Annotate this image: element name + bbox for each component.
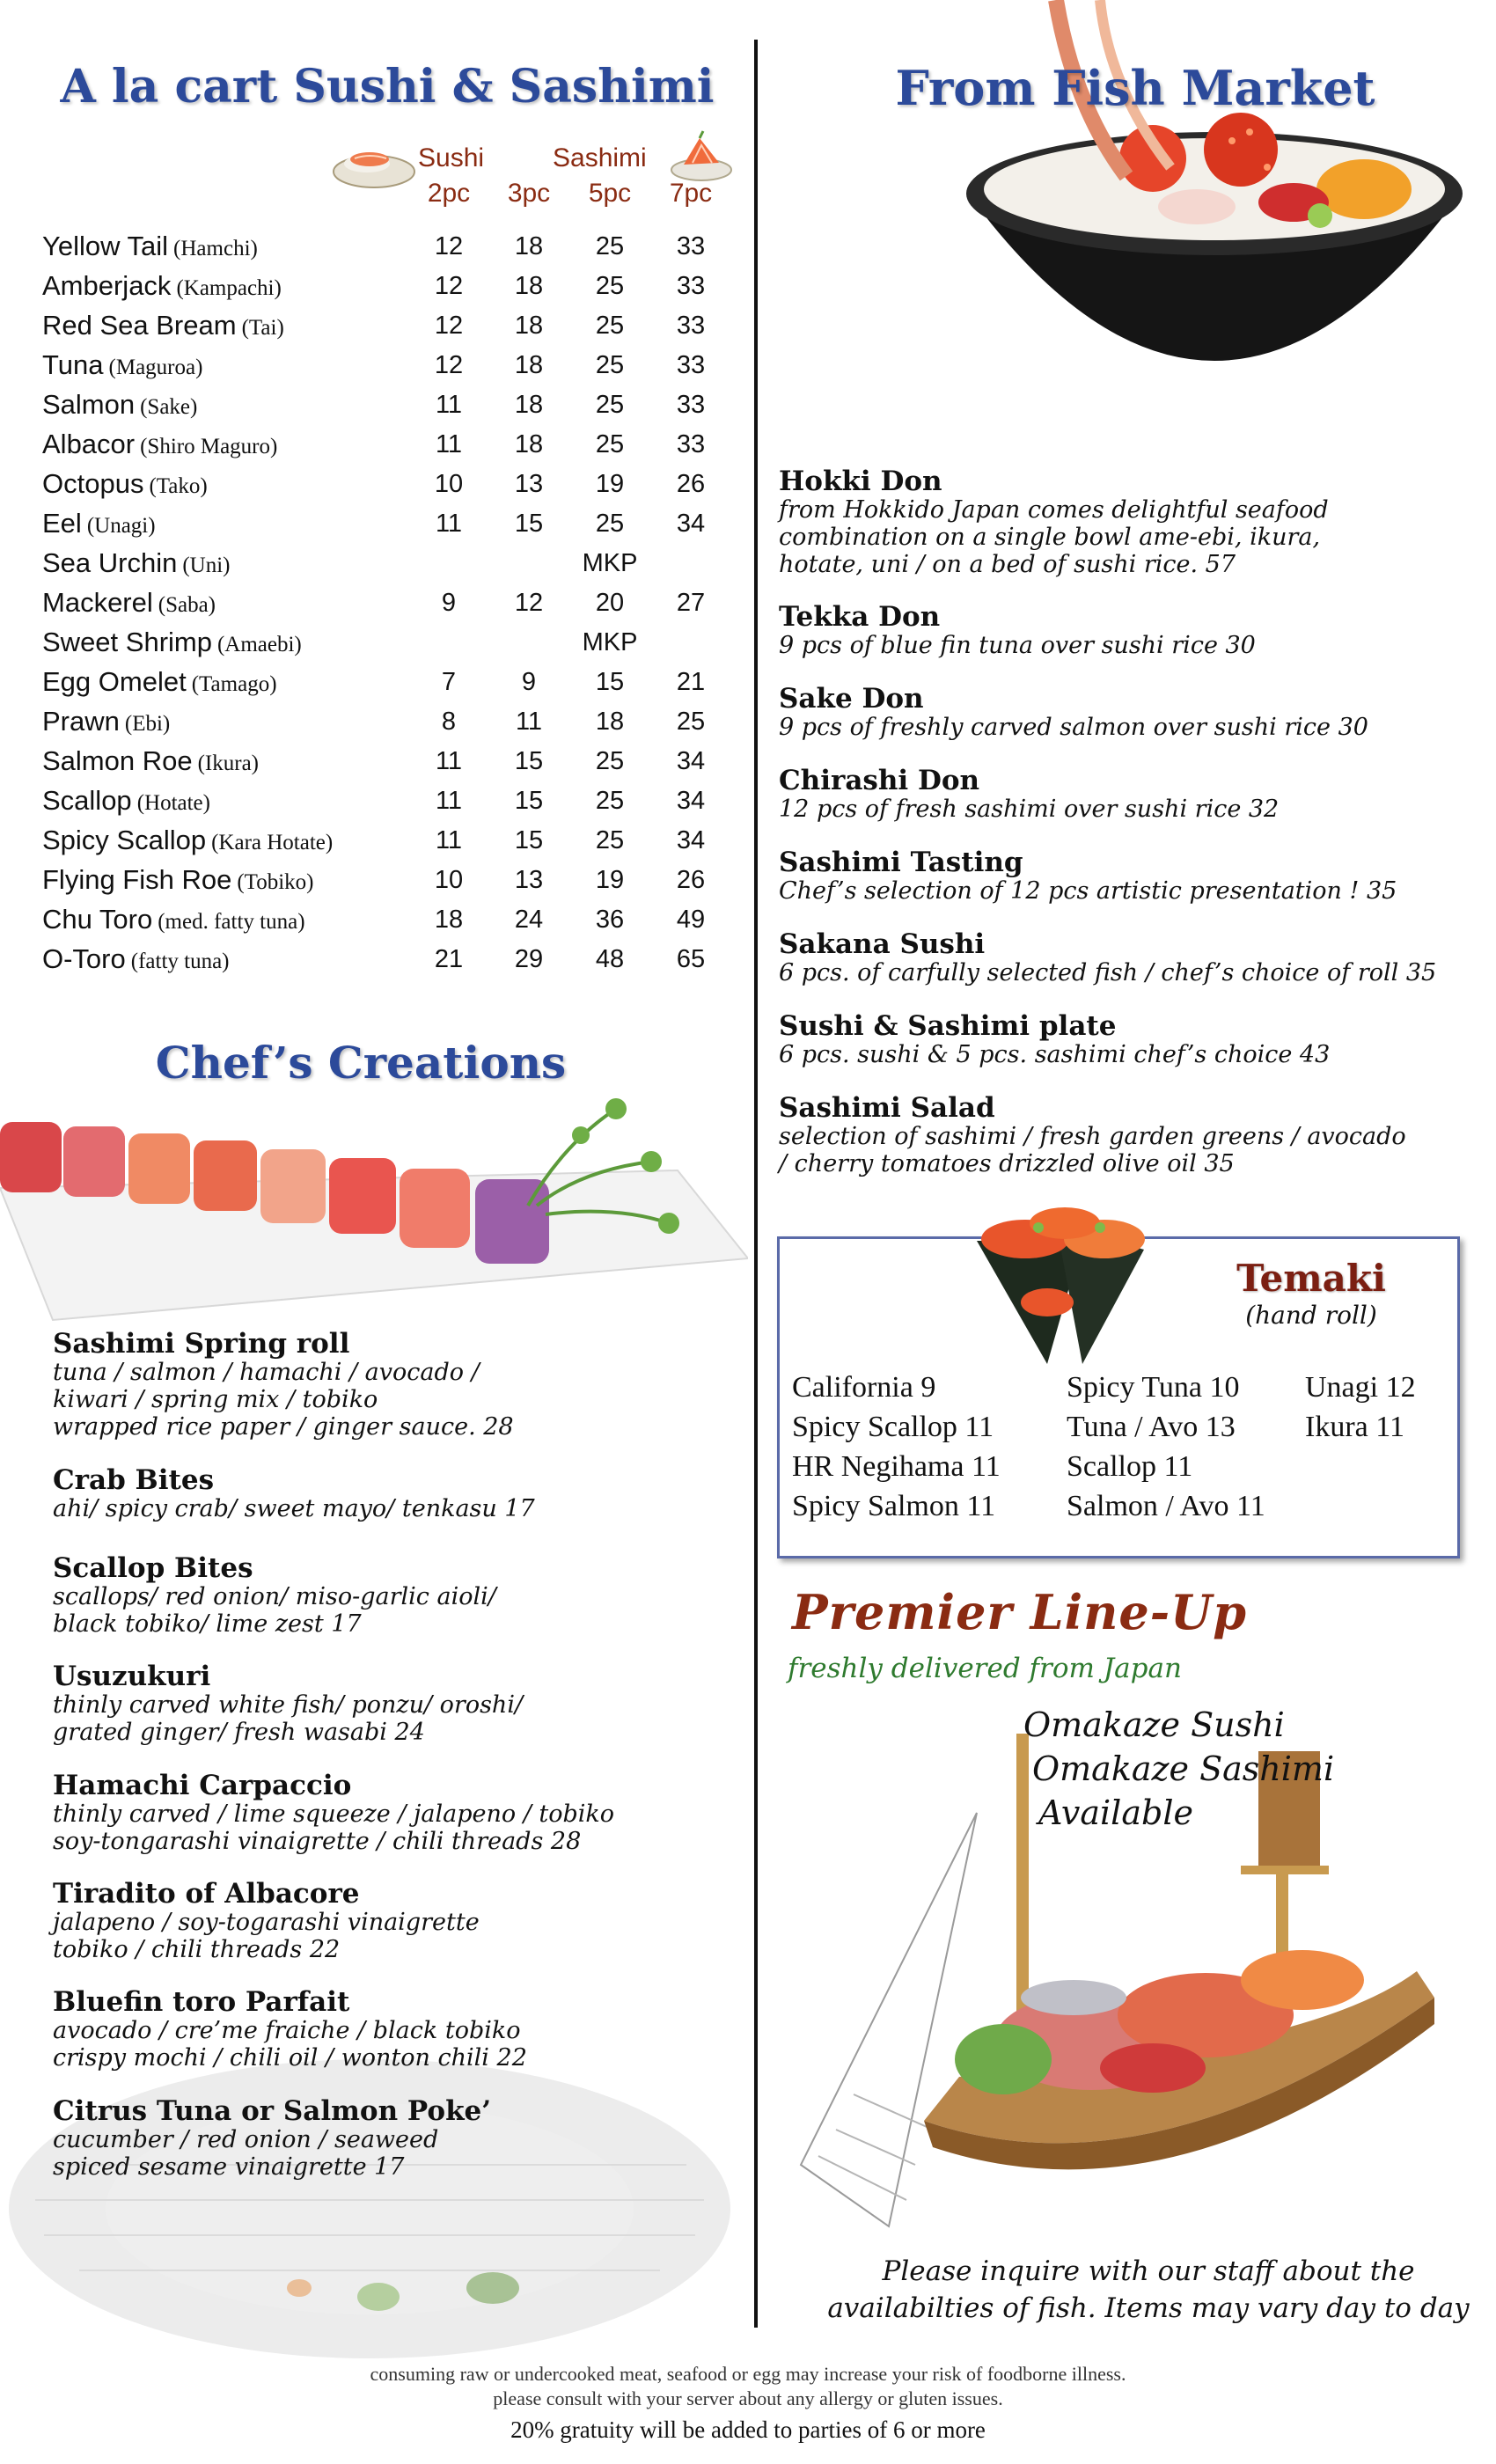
alacarte-row: [42, 547, 737, 587]
allergy-note: please consult with your server about any allergy or gluten issues.: [493, 2387, 1003, 2409]
price-3pc: 11: [515, 708, 543, 736]
alacarte-row: [42, 349, 737, 389]
item-desc: spiced sesame vinaigrette 17: [53, 2153, 405, 2181]
price-3pc: 18: [514, 391, 544, 419]
price-3pc: 18: [514, 232, 544, 260]
inquire-note: [818, 2253, 1478, 2327]
item-name: Sashimi Spring roll: [53, 1328, 350, 1360]
inquire-line: availabilties of fish. Items may vary day to day: [827, 2292, 1470, 2324]
item-desc: jalapeno / soy-togarashi vinaigrette: [53, 1909, 480, 1936]
item-desc: soy-tongarashi vinaigrette / chili threads 28: [53, 1828, 582, 1855]
price-7pc: 34: [676, 826, 706, 854]
price-5pc: 20: [595, 589, 625, 617]
price-2pc: 12: [434, 312, 464, 340]
item-desc: tuna / salmon / hamachi / avocado /: [53, 1359, 480, 1386]
item-name: Hokki Don: [779, 466, 942, 497]
temaki-item: Ikura 11: [1305, 1411, 1404, 1443]
item-name: Spicy Scallop (Kara Hotate): [42, 825, 334, 855]
item-name: Sakana Sushi: [779, 928, 986, 960]
price-3pc: 13: [514, 470, 544, 498]
item-name: Sweet Shrimp (Amaebi): [42, 627, 302, 657]
col-5pc: 5pc: [588, 179, 632, 208]
market-price: MKP: [582, 628, 638, 656]
chef-item: [53, 1553, 722, 1638]
price-5pc: 25: [595, 232, 625, 260]
temaki-title: Temaki: [1236, 1257, 1386, 1300]
item-name: Salmon Roe (Ikura): [42, 745, 259, 776]
item-desc: thinly carved white fish/ ponzu/ oroshi/: [53, 1691, 524, 1719]
item-name: Amberjack (Kampachi): [42, 270, 282, 301]
price-2pc: 21: [434, 945, 464, 973]
price-2pc: 10: [434, 866, 464, 894]
item-desc: 6 pcs. sushi & 5 pcs. sashimi chef’s choice 43: [779, 1041, 1331, 1068]
chef-item: [53, 1879, 722, 1963]
item-desc: cucumber / red onion / seaweed: [53, 2126, 439, 2153]
item-name: Chu Toro (med. fatty tuna): [42, 904, 305, 935]
item-name: Tekka Don: [779, 601, 941, 633]
item-name: Sake Don: [779, 683, 924, 715]
temaki-item: Salmon / Avo 11: [1067, 1490, 1265, 1522]
price-5pc: 25: [595, 272, 625, 300]
sashimi-header: Sashimi: [553, 143, 647, 172]
item-desc: ahi/ spicy crab/ sweet mayo/ tenkasu 17: [53, 1495, 535, 1522]
fish-item: [779, 602, 1483, 659]
item-name: Sashimi Salad: [779, 1092, 995, 1124]
price-2pc: 11: [435, 747, 463, 775]
alacarte-row: [42, 943, 737, 983]
price-3pc: 15: [514, 826, 544, 854]
price-3pc: 18: [514, 272, 544, 300]
price-3pc: 24: [514, 906, 544, 934]
price-7pc: 33: [676, 272, 706, 300]
price-7pc: 34: [676, 747, 706, 775]
item-name: Prawn (Ebi): [42, 706, 171, 737]
item-desc: 12 pcs of fresh sashimi over sushi rice 32: [779, 796, 1280, 823]
item-desc: crispy mochi / chili oil / wonton chili 22: [53, 2044, 527, 2072]
alacarte-row: [42, 310, 737, 349]
price-7pc: 49: [676, 906, 706, 934]
col-3pc: 3pc: [507, 179, 551, 208]
alacarte-list: [42, 231, 737, 983]
omakaze-line: Available: [1038, 1793, 1193, 1832]
alacarte-row: [42, 904, 737, 943]
price-2pc: 7: [441, 668, 457, 696]
price-5pc: 19: [595, 866, 625, 894]
price-5pc: 25: [595, 391, 625, 419]
health-warning: consuming raw or undercooked meat, seafood or egg may increase your risk of foodborne illness.: [370, 2363, 1126, 2385]
chef-item: [53, 1771, 722, 1855]
item-desc: avocado / cre’me fraiche / black tobiko: [53, 2017, 521, 2044]
price-3pc: 18: [514, 312, 544, 340]
temaki-item: Spicy Salmon 11: [792, 1490, 996, 1522]
price-3pc: 15: [514, 787, 544, 815]
gratuity-note: 20% gratuity will be added to parties of 6 or more: [510, 2416, 986, 2443]
price-5pc: 25: [595, 430, 625, 458]
alacarte-row: [42, 508, 737, 547]
chef-item: [53, 2096, 722, 2181]
price-5pc: 25: [595, 351, 625, 379]
item-desc: hotate, uni / on a bed of sushi rice. 57: [779, 551, 1236, 578]
price-2pc: 11: [435, 430, 463, 458]
alacarte-row: [42, 627, 737, 666]
item-name: Tuna (Maguroa): [42, 349, 203, 380]
price-7pc: 25: [676, 708, 706, 736]
price-5pc: 36: [595, 906, 625, 934]
item-name: Sea Urchin (Uni): [42, 547, 231, 578]
price-2pc: 11: [435, 510, 463, 538]
item-name: Crab Bites: [53, 1464, 215, 1496]
column-divider: [754, 40, 758, 2328]
temaki-item: Spicy Scallop 11: [792, 1411, 994, 1443]
price-7pc: 21: [676, 668, 706, 696]
temaki-item: HR Negihama 11: [792, 1450, 1001, 1483]
item-desc: thinly carved / lime squeeze / jalapeno / tobiko: [53, 1800, 615, 1828]
price-2pc: 8: [441, 708, 457, 736]
item-desc: 6 pcs. of carfully selected fish / chef’s choice of roll 35: [779, 959, 1437, 986]
temaki-item: Tuna / Avo 13: [1067, 1411, 1236, 1443]
temaki-item: Unagi 12: [1305, 1371, 1416, 1404]
item-desc: kiwari / spring mix / tobiko: [53, 1386, 378, 1413]
temaki-item: Scallop 11: [1067, 1450, 1193, 1483]
item-desc: 9 pcs of blue fin tuna over sushi rice 30: [779, 632, 1256, 659]
item-name: Egg Omelet (Tamago): [42, 666, 277, 697]
temaki-subtitle: (hand roll): [1245, 1301, 1377, 1330]
price-2pc: 18: [434, 906, 464, 934]
item-name: Sashimi Tasting: [779, 847, 1023, 878]
item-desc: / cherry tomatoes drizzled olive oil 35: [779, 1150, 1235, 1177]
item-desc: black tobiko/ lime zest 17: [53, 1610, 362, 1638]
item-name: O-Toro (fatty tuna): [42, 943, 230, 974]
alacarte-row: [42, 745, 737, 785]
item-name: Bluefin toro Parfait: [53, 1986, 350, 2018]
alacarte-row: [42, 429, 737, 468]
item-desc: grated ginger/ fresh wasabi 24: [53, 1719, 425, 1746]
price-3pc: 9: [521, 668, 537, 696]
col-7pc: 7pc: [669, 179, 713, 208]
price-5pc: 15: [595, 668, 625, 696]
item-name: Flying Fish Roe (Tobiko): [42, 864, 314, 895]
price-3pc: 15: [514, 510, 544, 538]
alacarte-title: A la cart Sushi & Sashimi: [60, 60, 715, 114]
price-5pc: 25: [595, 747, 625, 775]
item-desc: from Hokkido Japan comes delightful seafood: [779, 496, 1329, 524]
fish-item: [779, 847, 1483, 905]
chef-creations-title: Chef’s Creations: [155, 1037, 567, 1089]
price-7pc: 65: [676, 945, 706, 973]
price-5pc: 25: [595, 510, 625, 538]
item-name: Usuzukuri: [53, 1661, 211, 1692]
price-5pc: 25: [595, 312, 625, 340]
price-5pc: 18: [595, 708, 625, 736]
price-5pc: 25: [595, 826, 625, 854]
price-3pc: 13: [514, 866, 544, 894]
alacarte-row: [42, 468, 737, 508]
item-name: Scallop Bites: [53, 1552, 253, 1584]
item-name: Sushi & Sashimi plate: [779, 1010, 1117, 1042]
fish-item: [779, 684, 1483, 741]
chef-item: [53, 1329, 722, 1441]
price-7pc: 33: [676, 430, 706, 458]
item-name: Octopus (Tako): [42, 468, 208, 499]
price-5pc: 48: [595, 945, 625, 973]
price-7pc: 34: [676, 787, 706, 815]
price-2pc: 9: [441, 589, 457, 617]
item-name: Yellow Tail (Hamchi): [42, 231, 258, 261]
item-name: Red Sea Bream (Tai): [42, 310, 284, 341]
sushi-header: Sushi: [418, 143, 485, 172]
fish-item: [779, 466, 1483, 578]
price-2pc: 11: [435, 391, 463, 419]
item-desc: wrapped rice paper / ginger sauce. 28: [53, 1413, 514, 1441]
temaki-item: Spicy Tuna 10: [1067, 1371, 1240, 1404]
price-3pc: 12: [514, 589, 544, 617]
alacarte-row: [42, 706, 737, 745]
fish-item: [779, 766, 1483, 823]
item-name: Chirashi Don: [779, 765, 980, 796]
price-7pc: 34: [676, 510, 706, 538]
alacarte-row: [42, 666, 737, 706]
price-5pc: 19: [595, 470, 625, 498]
price-7pc: 26: [676, 866, 706, 894]
market-price: MKP: [582, 549, 638, 577]
price-2pc: 12: [434, 272, 464, 300]
fish-item: [779, 1093, 1483, 1177]
item-name: Scallop (Hotate): [42, 785, 210, 816]
alacarte-row: [42, 389, 737, 429]
price-2pc: 12: [434, 232, 464, 260]
fish-market-title: From Fish Market: [895, 60, 1375, 116]
chef-item: [53, 1661, 722, 1746]
price-7pc: 33: [676, 312, 706, 340]
price-5pc: 25: [595, 787, 625, 815]
price-3pc: 29: [514, 945, 544, 973]
chef-item: [53, 1987, 722, 2072]
item-name: Eel (Unagi): [42, 508, 156, 539]
item-name: Mackerel (Saba): [42, 587, 216, 618]
item-desc: 9 pcs of freshly carved salmon over sushi rice 30: [779, 714, 1368, 741]
price-3pc: 18: [514, 351, 544, 379]
price-3pc: 15: [514, 747, 544, 775]
alacarte-row: [42, 825, 737, 864]
temaki-hand-roll-image: [950, 1188, 1162, 1373]
chef-item: [53, 1465, 722, 1522]
usuzukuri-plate-image: [0, 2033, 739, 2367]
col-2pc: 2pc: [427, 179, 471, 208]
price-2pc: 11: [435, 787, 463, 815]
fish-item: [779, 1011, 1483, 1068]
item-desc: Chef’s selection of 12 pcs artistic presentation ! 35: [779, 877, 1397, 905]
price-3pc: 18: [514, 430, 544, 458]
price-2pc: 12: [434, 351, 464, 379]
item-name: Albacor (Shiro Maguro): [42, 429, 278, 459]
fish-item: [779, 929, 1483, 986]
item-desc: scallops/ red onion/ miso-garlic aioli/: [53, 1583, 496, 1610]
alacarte-row: [42, 785, 737, 825]
item-desc: combination on a single bowl ame-ebi, ikura,: [779, 524, 1321, 551]
sashimi-spring-roll-image: [0, 1038, 748, 1338]
alacarte-row: [42, 864, 737, 904]
price-7pc: 33: [676, 232, 706, 260]
price-7pc: 33: [676, 351, 706, 379]
price-2pc: 11: [435, 826, 463, 854]
sushi-plate-image: [330, 132, 418, 194]
item-name: Citrus Tuna or Salmon Poke’: [53, 2095, 492, 2127]
omakaze-line: Omakaze Sashimi: [1032, 1749, 1335, 1788]
omakaze-line: Omakaze Sushi: [1023, 1705, 1285, 1744]
price-7pc: 27: [676, 589, 706, 617]
premier-title: Premier Line-Up: [792, 1584, 1248, 1640]
alacarte-row: [42, 231, 737, 270]
item-desc: selection of sashimi / fresh garden greens / avocado: [779, 1123, 1406, 1150]
premier-subtitle: freshly delivered from Japan: [788, 1653, 1182, 1684]
item-name: Hamachi Carpaccio: [53, 1770, 352, 1801]
item-desc: tobiko / chili threads 22: [53, 1936, 341, 1963]
price-2pc: 10: [434, 470, 464, 498]
item-name: Tiradito of Albacore: [53, 1878, 360, 1910]
alacarte-row: [42, 587, 737, 627]
price-7pc: 26: [676, 470, 706, 498]
sashimi-image: [666, 128, 737, 185]
inquire-line: Please inquire with our staff about the: [882, 2255, 1415, 2287]
alacarte-row: [42, 270, 737, 310]
price-7pc: 33: [676, 391, 706, 419]
temaki-item: California 9: [792, 1371, 936, 1404]
item-name: Salmon (Sake): [42, 389, 198, 420]
